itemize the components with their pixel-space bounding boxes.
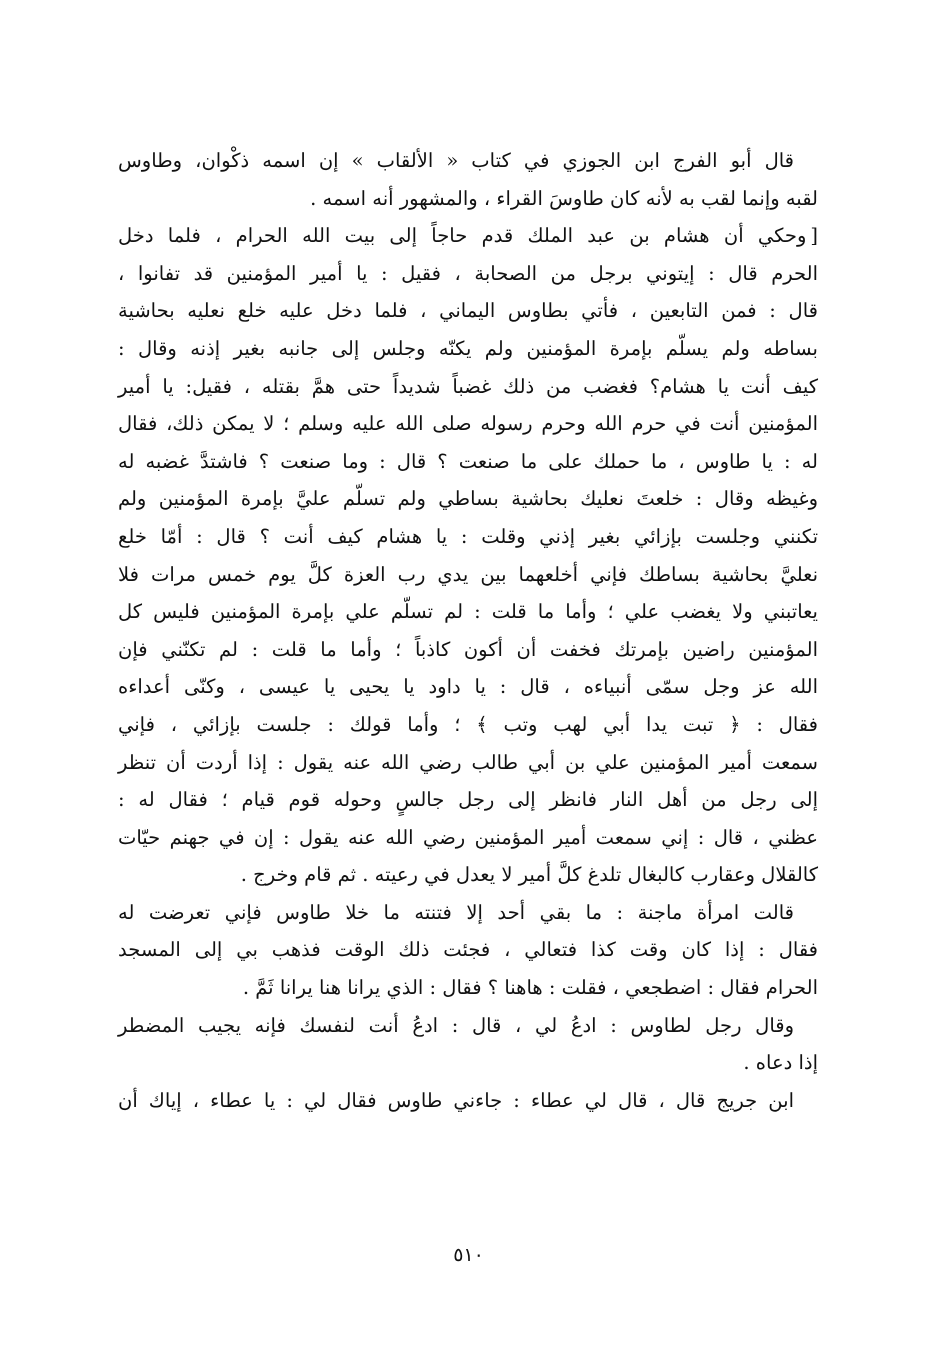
text-line: الحرام فقال : اضطجعي ، فقلت : هاهنا ؟ فقال : الذي يرانا هنا يرانا ثَمَّ . [242,976,818,1000]
text-line: كيف أنت يا هشام؟ فغضب من ذلك غضباً شديداً حتى همَّ بقتله ، فقيل: يا أمير [118,374,818,398]
text-line: فقال : إذا كان وقت كذا فتعالي ، فجئت ذلك الوقت فذهب بي إلى المسجد [118,938,818,962]
text-line: الحرم قال : إيتوني برجل من الصحابة ، فقيل : يا أمير المؤمنين قد تفانوا ، [118,261,818,285]
page-number: ٥١٠ [453,1244,484,1266]
text-line: سمعت أمير المؤمنين علي بن أبي طالب رضي الله عنه يقول : إذا أردت أن تنظر [118,750,818,774]
page-body [118,142,818,1119]
text-line: وغيظه وقال : خلعتَ نعليك بحاشية بساطي ولم تسلّم عليَّ بإمرة المؤمنين ولم [118,487,818,511]
text-line: نعليَّ بحاشية بساطك فإني أخلعهما بين يدي رب العزة كلَّ يوم خمس مرات فلا [118,562,818,586]
open-bracket: [ [810,224,818,248]
text-line: الله عز وجل سمّى أنبياءه ، قال : يا داود يا يحيى يا عيسى ، وكنّى أعداءه [118,675,818,699]
paragraph-1 [118,142,818,217]
text-line: قال : فمن التابعين ، فأتي بطاوس اليماني ، فلما دخل عليه خلع نعليه بحاشية [118,299,818,323]
text-line: له : يا طاوس ، ما حملك على ما صنعت ؟ قال : وما صنعت ؟ فاشتدَّ غضبه له [118,449,818,473]
text-line: ابن جريج قال ، قال لي عطاء : جاءني طاوس فقال لي : يا عطاء ، إياك أن [118,1088,794,1112]
text-line: وقال رجل لطاوس : ادعُ لي ، قال : ادعُ أنت لنفسك فإنه يجيب المضطر [118,1013,794,1037]
text-line: المؤمنين أنت في حرم الله وحرم رسوله صلى الله عليه وسلم ؛ لا يمكن ذلك، فقال [118,412,818,436]
text-line: قال أبو الفرج ابن الجوزي في كتاب « الألقاب » إن اسمه ذكْوان، وطاوس [118,149,794,172]
paragraph-5 [118,1082,818,1120]
text-line: عظني ، قال : إني سمعت أمير المؤمنين رضي الله عنه يقول : إن في جهنم حيّات [118,825,818,849]
text-line: المؤمنين راضين بإمرتك فخفت أن أكون كاذباً ؛ وأما ما قلت : لم تكنّني فإن [118,637,818,661]
paragraph-2 [118,217,818,894]
paragraph-3 [118,894,818,1007]
text-line: كالقلال وعقارب كالبغال تلدغ كلَّ أمير لا يعدل في رعيته . ثم قام وخرج . [240,863,818,887]
text-line: إلى رجل من أهل النار فانظر إلى رجل جالسٍ وحوله قوم قيام ؛ فقال له : [118,788,818,812]
text-line: يعاتبني ولا يغضب علي ؛ وأما ما قلت : لم تسلّم علي بإمرة المؤمنين فليس كل [118,600,818,624]
text-line-with-bracket [118,217,818,255]
text-line: تكنني وجلست بإزائي بغير إذني وقلت : يا هشام كيف أنت ؟ قال : أمّا خلع [118,524,818,548]
text-line: وحكي أن هشام بن عبد الملك قدم حاجاً إلى بيت الله الحرام ، فلما دخل [118,224,807,248]
text-line: بساطه ولم يسلّم بإمرة المؤمنين ولم يكنّه وجلس إلى جانبه بغير إذنه وقال : [118,336,818,360]
text-line: فقال : ﴿ تبت يدا أبي لهب وتب ﴾ ؛ وأما قولك : جلست بإزائي ، فإني [118,712,818,736]
text-line: قالت امرأة ماجنة : ما بقي أحد إلا فتنته ما خلا طاوس فإني تعرضت له [118,900,794,924]
text-line: إذا دعاه . [743,1051,818,1075]
paragraph-4 [118,1007,818,1082]
text-line: لقبه وإنما لقب به لأنه كان طاوسَ القراء ، والمشهور أنه اسمه . [310,186,818,210]
